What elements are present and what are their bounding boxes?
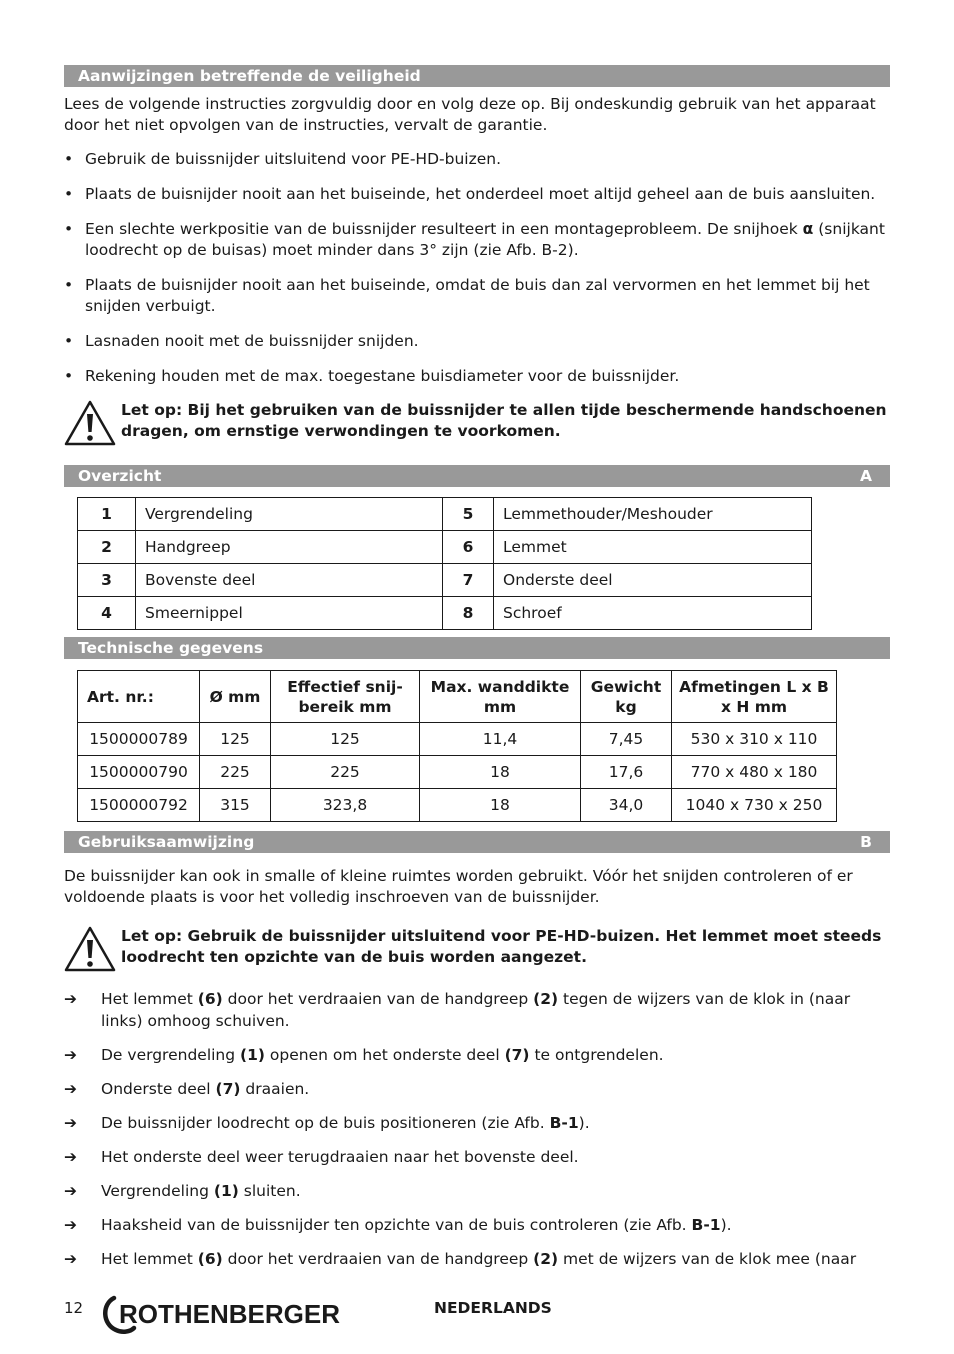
part-label: Lemmethouder/Meshouder	[494, 498, 812, 531]
column-header: Effectief snij-bereik mm	[271, 671, 420, 723]
section-title: Gebruiksaamwijzing	[78, 833, 255, 851]
part-number: 3	[78, 564, 136, 597]
step-text: Het lemmet	[101, 990, 198, 1008]
bullet-text: Lasnaden nooit met de buissnijder snijden.	[85, 332, 419, 350]
part-ref: (6)	[197, 1250, 223, 1268]
brand-wordmark: ROTHENBERGER	[119, 1299, 341, 1329]
list-item	[64, 1214, 890, 1236]
intro-paragraph: Lees de volgende instructies zorgvuldig door en volg deze op. Bij ondeskundig gebruik van het apparaat door het niet opvolgen van de instructies, vervalt de garantie.	[64, 95, 876, 134]
column-header: Gewicht kg	[581, 671, 672, 723]
table-cell: 17,6	[581, 756, 672, 789]
bullet-text: Plaats de buisnijder nooit aan het buiseinde, omdat de buis dan zal vervormen en het lemmet bij het snijden verbuigt.	[85, 276, 870, 315]
table-row	[78, 498, 812, 531]
table-cell: 18	[420, 756, 581, 789]
rothenberger-logo	[100, 1290, 350, 1336]
part-label: Bovenste deel	[136, 564, 443, 597]
step-text: Haaksheid van de buissnijder ten opzichte van de buis controleren (zie Afb.	[101, 1216, 692, 1234]
warning-box-blade	[64, 926, 890, 976]
table-cell: 125	[271, 723, 420, 756]
part-number: 7	[443, 564, 494, 597]
bullet-text: Plaats de buisnijder nooit aan het buiseinde, het onderdeel moet altijd geheel aan de buis aansluiten.	[85, 185, 876, 203]
list-item	[64, 1044, 890, 1066]
warning-triangle-icon	[64, 400, 116, 446]
language-label: NEDERLANDS	[434, 1299, 552, 1317]
column-header: Afmetingen L x B x H mm	[672, 671, 837, 723]
part-ref: (2)	[533, 1250, 559, 1268]
arrow-right-icon: ➔	[64, 1080, 77, 1098]
list-item	[64, 275, 890, 317]
part-number: 1	[78, 498, 136, 531]
part-label: Schroef	[494, 597, 812, 630]
part-ref: (7)	[504, 1046, 530, 1064]
list-item	[64, 1146, 890, 1168]
step-text: Het onderste deel weer terugdraaien naar het bovenste deel.	[101, 1148, 579, 1166]
table-cell: 315	[200, 789, 271, 822]
arrow-right-icon: ➔	[64, 1250, 77, 1268]
arrow-right-icon: ➔	[64, 1182, 77, 1200]
step-text: te ontgrendelen.	[529, 1046, 664, 1064]
list-item	[64, 331, 890, 352]
list-item	[64, 149, 890, 170]
step-text: tegen de wijzers van de klok in (naar links) omhoog schuiven.	[101, 990, 851, 1030]
warning-text: Let op: Bij het gebruiken van de buissnijder te allen tijde beschermende handschoenen dragen, om ernstige verwondingen te voorkomen.	[121, 401, 887, 440]
warning-text: Let op: Gebruik de buissnijder uitsluitend voor PE-HD-buizen. Het lemmet moet steeds loodrecht ten opzichte van de buis worden aangezet.	[121, 927, 882, 966]
part-number: 5	[443, 498, 494, 531]
step-text: Onderste deel	[101, 1080, 216, 1098]
table-cell: 225	[271, 756, 420, 789]
table-row	[78, 723, 837, 756]
overview-table	[77, 497, 812, 630]
section-header-usage	[64, 831, 890, 853]
part-label: Vergrendeling	[136, 498, 443, 531]
figure-ref: B-1	[691, 1216, 721, 1234]
table-row	[78, 564, 812, 597]
part-number: 8	[443, 597, 494, 630]
table-cell: 1500000792	[78, 789, 200, 822]
step-text: ).	[720, 1216, 732, 1234]
step-text: met de wijzers van de klok mee (naar	[558, 1250, 857, 1268]
warning-box-gloves	[64, 400, 890, 450]
bullet-text: (snijkant loodrecht op de buisas) moet minder dans 3° zijn (zie Afb. B-2).	[85, 220, 885, 259]
part-ref: (6)	[197, 990, 223, 1008]
tech-data-table	[77, 670, 837, 822]
bullet-text: Een slechte werkpositie van de buissnijder resulteert in een montageprobleem. De snijhoek	[85, 220, 803, 238]
part-ref: (2)	[533, 990, 559, 1008]
alpha-symbol: α	[802, 220, 814, 238]
table-cell: 530 x 310 x 110	[672, 723, 837, 756]
part-number: 6	[443, 531, 494, 564]
table-cell: 125	[200, 723, 271, 756]
part-number: 4	[78, 597, 136, 630]
section-header-tech	[64, 637, 890, 659]
step-text: De buissnijder loodrecht op de buis positioneren (zie Afb.	[101, 1114, 550, 1132]
figure-letter: A	[860, 467, 872, 485]
arrow-right-icon: ➔	[64, 990, 77, 1008]
section-header-safety	[64, 65, 890, 87]
step-text: Vergrendeling	[101, 1182, 214, 1200]
list-item	[64, 1180, 890, 1202]
step-text: sluiten.	[238, 1182, 301, 1200]
table-cell: 225	[200, 756, 271, 789]
table-cell: 34,0	[581, 789, 672, 822]
arrow-right-icon: ➔	[64, 1046, 77, 1064]
part-ref: (1)	[213, 1182, 239, 1200]
safety-bullet-list	[64, 149, 890, 387]
table-header-row	[78, 671, 837, 723]
arrow-right-icon: ➔	[64, 1114, 77, 1132]
usage-intro-paragraph: De buissnijder kan ook in smalle of kleine ruimtes worden gebruikt. Vóór het snijden controleren of er voldoende plaats is voor het volledig inschroeven van de buissnijder.	[64, 867, 853, 906]
table-cell: 1500000789	[78, 723, 200, 756]
table-row	[78, 756, 837, 789]
section-title: Overzicht	[78, 467, 162, 485]
bullet-text: Gebruik de buissnijder uitsluitend voor PE-HD-buizen.	[85, 150, 501, 168]
bullet-text: Rekening houden met de max. toegestane buisdiameter voor de buissnijder.	[85, 367, 680, 385]
step-text: draaien.	[240, 1080, 310, 1098]
step-text: openen om het onderste deel	[264, 1046, 505, 1064]
list-item	[64, 366, 890, 387]
table-cell: 7,45	[581, 723, 672, 756]
table-cell: 323,8	[271, 789, 420, 822]
column-header: Ø mm	[200, 671, 271, 723]
arrow-right-icon: ➔	[64, 1148, 77, 1166]
part-label: Smeernippel	[136, 597, 443, 630]
list-item	[64, 184, 890, 205]
section-title: Aanwijzingen betreffende de veiligheid	[78, 67, 421, 85]
column-header: Art. nr.:	[78, 671, 200, 723]
list-item	[64, 1078, 890, 1100]
part-label: Handgreep	[136, 531, 443, 564]
figure-ref: B-1	[549, 1114, 579, 1132]
list-item	[64, 1248, 890, 1270]
step-text: door het verdraaien van de handgreep	[222, 990, 534, 1008]
usage-steps-list	[64, 988, 890, 1270]
figure-letter: B	[860, 833, 872, 851]
section-header-overview	[64, 465, 890, 487]
step-text: Het lemmet	[101, 1250, 198, 1268]
table-cell: 11,4	[420, 723, 581, 756]
part-ref: (1)	[240, 1046, 265, 1064]
table-cell: 1040 x 730 x 250	[672, 789, 837, 822]
section-title: Technische gegevens	[78, 639, 264, 657]
part-label: Lemmet	[494, 531, 812, 564]
table-cell: 1500000790	[78, 756, 200, 789]
step-text: door het verdraaien van de handgreep	[222, 1250, 534, 1268]
list-item	[64, 219, 890, 261]
warning-triangle-icon	[64, 926, 116, 972]
table-row	[78, 531, 812, 564]
table-cell: 770 x 480 x 180	[672, 756, 837, 789]
list-item	[64, 1112, 890, 1134]
part-label: Onderste deel	[494, 564, 812, 597]
table-cell: 18	[420, 789, 581, 822]
step-text: ).	[578, 1114, 590, 1132]
table-row	[78, 789, 837, 822]
part-number: 2	[78, 531, 136, 564]
step-text: De vergrendeling	[101, 1046, 241, 1064]
page-number: 12	[64, 1299, 84, 1317]
table-row	[78, 597, 812, 630]
list-item	[64, 988, 890, 1032]
arrow-right-icon: ➔	[64, 1216, 77, 1234]
part-ref: (7)	[215, 1080, 241, 1098]
column-header: Max. wanddikte mm	[420, 671, 581, 723]
